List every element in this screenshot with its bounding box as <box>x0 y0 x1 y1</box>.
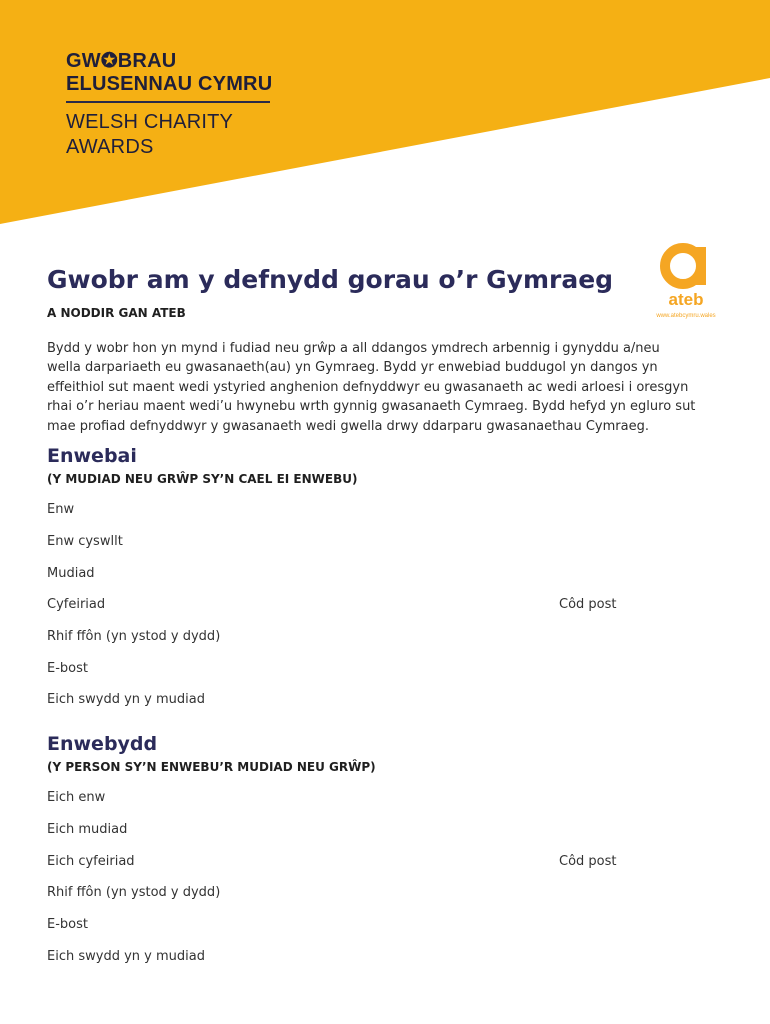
ateb-logo-stem <box>696 247 706 285</box>
intro-paragraph <box>47 339 727 436</box>
nominee-section-title: Enwebai <box>47 445 137 467</box>
nominee-address-field[interactable]: Cyfeiriad <box>47 597 106 612</box>
nominator-role-field[interactable]: Eich swydd yn y mudiad <box>47 949 205 964</box>
logo-line-awards: AWARDS <box>66 136 154 158</box>
page-title: Gwobr am y defnydd gorau o’r Gymraeg <box>47 265 614 294</box>
nominator-address-field[interactable]: Eich cyfeiriad <box>47 854 135 869</box>
logo-divider <box>66 101 270 103</box>
nominator-section-subtitle: (Y PERSON SY’N ENWEBU’R MUDIAD NEU GRŴP) <box>47 760 376 774</box>
intro-line: wella darpariaeth eu gwasanaeth(au) yn Gymraeg. Bydd yr enwebiad buddugol yn dangos yn <box>47 360 658 376</box>
intro-line: Bydd y wobr hon yn mynd i fudiad neu grŵp a all ddangos ymdrech arbennig i gynyddu a/neu <box>47 341 660 356</box>
nominator-name-field[interactable]: Eich enw <box>47 790 106 805</box>
logo-line-gwobrau: GW✪BRAU <box>66 50 177 72</box>
nominee-section-subtitle: (Y MUDIAD NEU GRŴP SY’N CAEL EI ENWEBU) <box>47 472 358 486</box>
nominator-phone-field[interactable]: Rhif ffôn (yn ystod y dydd) <box>47 885 221 900</box>
intro-line: mae profiad defnyddwyr y gwasanaeth wedi gwella drwy ddarparu gwasanaethau Cymraeg. <box>47 418 649 434</box>
intro-line: effeithiol sut maent wedi ystyried anghenion defnyddwyr eu gwasanaeth ac wedi arloesi i oresgyn <box>47 379 689 395</box>
nominee-postcode-field[interactable]: Côd post <box>559 597 617 612</box>
ateb-logo <box>648 241 728 321</box>
nominee-role-field[interactable]: Eich swydd yn y mudiad <box>47 692 205 707</box>
nominator-organisation-field[interactable]: Eich mudiad <box>47 822 128 837</box>
nominee-organisation-field[interactable]: Mudiad <box>47 566 95 581</box>
nominee-contact-name-field[interactable]: Enw cyswllt <box>47 534 123 549</box>
ateb-logo-wordmark: ateb <box>668 290 704 309</box>
nominee-email-field[interactable]: E-bost <box>47 661 88 676</box>
intro-line: rhai o’r heriau maent wedi’u hwynebu wrth gynnig gwasanaeth Cymraeg. Bydd hefyd yn egluro sut <box>47 399 696 415</box>
logo-line-welsh-charity: WELSH CHARITY <box>66 111 234 133</box>
ateb-logo-ring <box>665 248 701 284</box>
nominee-name-field[interactable]: Enw <box>47 502 75 517</box>
nominator-email-field[interactable]: E-bost <box>47 917 88 932</box>
nominator-section-title: Enwebydd <box>47 733 158 755</box>
logo-line-elusennau-cymru: ELUSENNAU CYMRU <box>66 73 273 95</box>
sponsor-line: A NODDIR GAN ATEB <box>47 306 186 320</box>
ateb-logo-url: www.atebcymru.wales <box>656 313 716 319</box>
nominee-phone-field[interactable]: Rhif ffôn (yn ystod y dydd) <box>47 629 221 644</box>
nominator-postcode-field[interactable]: Côd post <box>559 854 617 869</box>
